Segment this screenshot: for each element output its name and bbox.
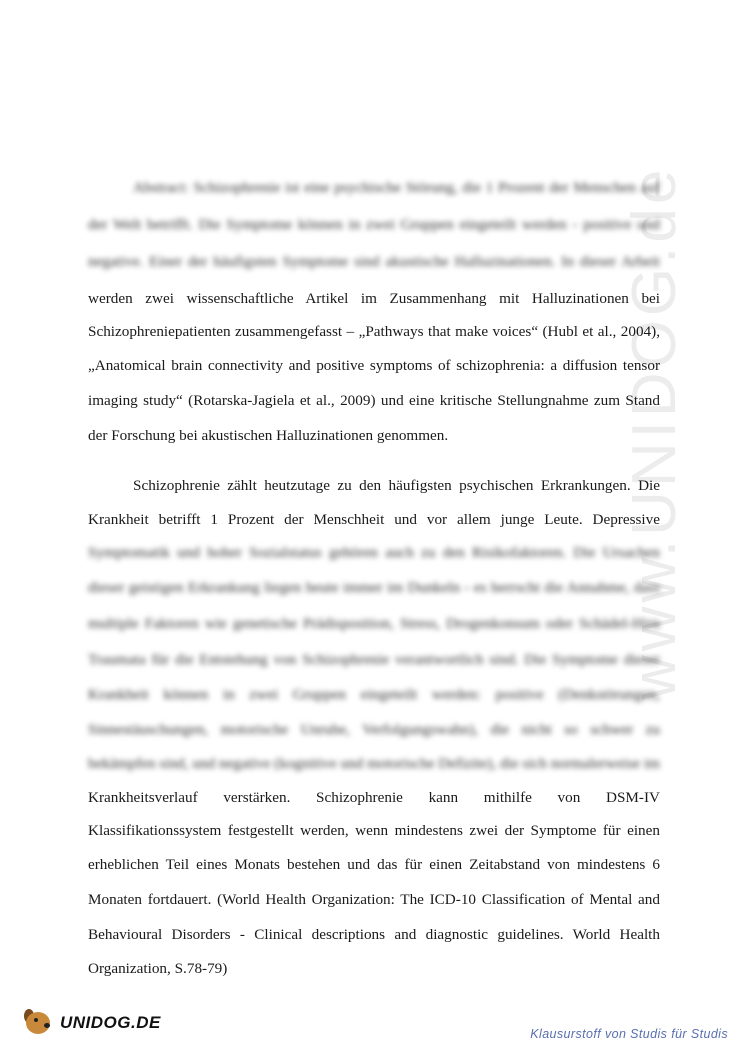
body-line: erheblichen Teil eines Monats bestehen und das für einen Zeitabstand von mindestens 6: [88, 856, 660, 873]
abstract-line: „Anatomical brain connectivity and positive symptoms of schizophrenia: a diffusion tensor: [88, 357, 660, 374]
abstract-line: negative. Einer der häufigsten Symptome sind akustische Halluzinationen. In dieser Arbeit: [88, 253, 660, 270]
body-line: Sinnestäuschungen, motorische Unruhe, Verfolgungswahn), die nicht so schwer zu: [88, 721, 660, 738]
abstract-line: der Welt betrifft. Die Symptome können in zwei Gruppen eingeteilt werden - positive und: [88, 216, 660, 233]
abstract-line: imaging study“ (Rotarska-Jagiela et al., 2009) und eine kritische Stellungnahme zum Stand: [88, 392, 660, 409]
body-line: multiple Faktoren wie genetische Prädisposition, Stress, Drogenkonsum oder Schädel-Hirn: [88, 615, 660, 632]
body-line: Krankheitsverlauf verstärken. Schizophrenie kann mithilfe von DSM-IV: [88, 789, 660, 806]
dog-icon: [22, 1006, 56, 1040]
abstract-line: Schizophreniepatienten zusammengefasst – „Pathways that make voices“ (Hubl et al., 2004),: [88, 323, 660, 340]
footer-slogan: Klausurstoff von Studis für Studis: [530, 1027, 728, 1041]
body-line: Krankheit können in zwei Gruppen eingeteilt werden: positive (Denkstörungen,: [88, 686, 660, 703]
abstract-line: der Forschung bei akustischen Halluzinationen genommen.: [88, 427, 449, 444]
body-line: Symptomatik und hoher Sozialstatus gehören auch zu den Risikofaktoren. Die Ursachen: [88, 544, 660, 561]
body-line: bekämpfen sind, und negative (kognitive und motorische Defizite), die sich normalerweise im: [88, 755, 660, 772]
body-line: Traumata für die Entstehung von Schizophrenie verantwortlich sind. Die Symptome dieser: [88, 651, 660, 668]
abstract-line: werden zwei wissenschaftliche Artikel im Zusammenhang mit Halluzinationen bei: [88, 290, 660, 307]
body-line: Monaten fortdauert. (World Health Organization: The ICD-10 Classification of Mental and: [88, 891, 660, 908]
body-line: Organization, S.78-79): [88, 960, 228, 977]
body-line: Krankheit betrifft 1 Prozent der Menschheit und vor allem junge Leute. Depressive: [88, 511, 660, 528]
document-page: www.UNIDOG.de Abstract: Schizophrenie ist eine psychische Störung, die 1 Prozent der Menschen auf der Welt betrifft. Die Symptome können in zwei Gruppen eingeteilt werden - positive und negative. Einer der häufigsten Symptome sind akustische Halluzinationen. In dieser Arbeit werden zwei wissenschaftliche Artikel im Zusammenhang mit Halluzinationen bei Schizophreniepatienten zusammengefasst – „Pathways that make voices“ (Hubl et al., 2004), „Anatomical brain connectivity and positive symptoms of schizophrenia: a diffusion tensor imaging study“ (Rotarska-Jagiela et al., 2009) und eine kritische Stellungnahme zum Stand der Forschung bei akustischen Halluzinationen genommen. Schizophrenie zählt heutzutage zu den häufigsten psychischen Erkrankungen. Die Krankheit betrifft 1 Prozent der Menschheit und vor allem junge Leute. Depressive Symptomatik und hoher Sozialstatus gehören auch zu den Risikofaktoren. Die Ursachen dieser geistigen Erkrankung liegen heute immer im Dunkeln - es herrscht die Annahme, dass multiple Faktoren wie genetische Prädisposition, Stress, Drogenkonsum oder Schädel-Hirn Traumata für die Entstehung von Schizophrenie verantwortlich sind. Die Symptome dieser Krankheit können in zwei Gruppen eingeteilt werden: positive (Denkstörungen, Sinnestäuschungen, motorische Unruhe, Verfolgungswahn), die nicht so schwer zu bekämpfen sind, und negative (kognitive und motorische Defizite), die sich normalerweise im Krankheitsverlauf verstärken. Schizophrenie kann mithilfe von DSM-IV Klassifikationssystem festgestellt werden, wenn mindestens zwei der Symptome für einen erheblichen Teil eines Monats bestehen und das für einen Zeitabstand von mindestens 6 Monaten fortdauert. (World Health Organization: The ICD-10 Classification of Mental and Behavioural Disorders - Clinical descriptions and diagnostic guidelines. World Health Organization, S.78-79) UNIDOG.DE Klausurstoff von Studis für Studis: [0, 0, 750, 1060]
body-line: Schizophrenie zählt heutzutage zu den häufigsten psychischen Erkrankungen. Die: [133, 477, 660, 494]
abstract-line: Abstract: Schizophrenie ist eine psychische Störung, die 1 Prozent der Menschen auf: [133, 179, 660, 196]
body-line: dieser geistigen Erkrankung liegen heute immer im Dunkeln - es herrscht die Annahme, dass: [88, 579, 660, 596]
body-line: Klassifikationssystem festgestellt werden, wenn mindestens zwei der Symptome für einen: [88, 822, 660, 839]
body-line: Behavioural Disorders - Clinical descriptions and diagnostic guidelines. World Health: [88, 926, 660, 943]
logo-text: UNIDOG.DE: [60, 1013, 161, 1032]
unidog-logo[interactable]: [22, 1003, 162, 1043]
